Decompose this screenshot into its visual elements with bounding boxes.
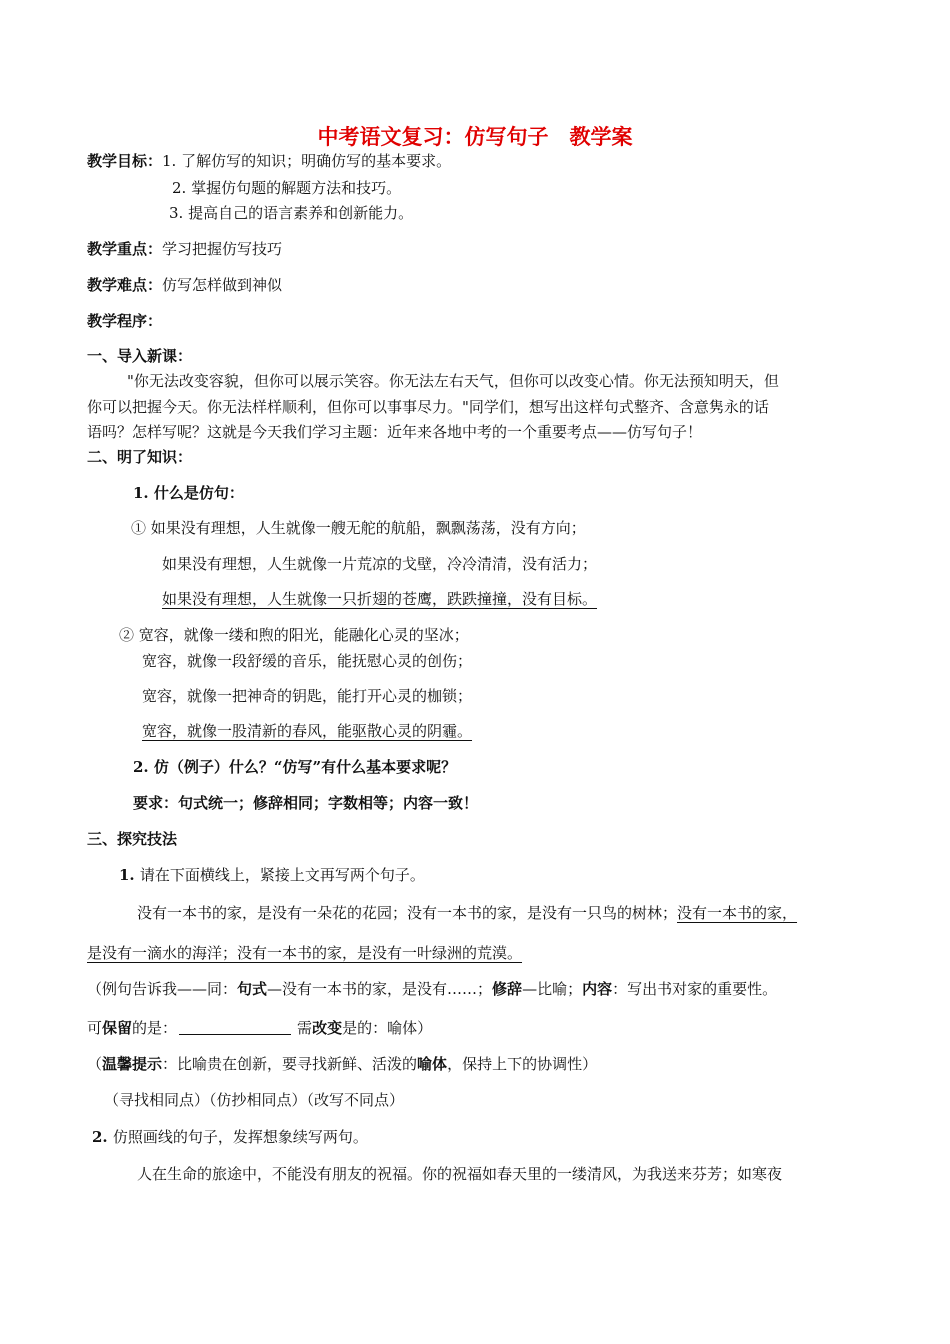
tip-part: （ xyxy=(87,1055,103,1073)
example-2-line-2: 宽容，就像一段舒缓的音乐，能抚慰心灵的创伤； xyxy=(142,652,473,670)
task-1-prompt xyxy=(119,864,425,886)
section-2-heading: 二、明了知识： xyxy=(87,448,193,466)
analysis-part: ：写出书对家的重要性。 xyxy=(612,980,778,998)
example-2-line-3: 宽容，就像一把神奇的钥匙，能打开心灵的枷锁； xyxy=(142,687,473,705)
sub-heading-2: 2. 仿（例子）什么？“仿写”有什么基本要求呢？ xyxy=(133,758,457,776)
tip-part: 温馨提示 xyxy=(102,1055,163,1073)
procedure-heading: 教学程序： xyxy=(87,312,163,330)
key-point-line xyxy=(87,238,282,260)
tip-part: 喻体 xyxy=(417,1055,448,1073)
task-1-analysis xyxy=(87,978,777,1000)
task-2-text: 仿照画线的句子，发挥想象续写两句。 xyxy=(112,1128,368,1146)
analysis-part: 内容 xyxy=(582,980,613,998)
keep-part: 需 xyxy=(297,1019,313,1037)
page-title: 中考语文复习：仿写句子 教学案 xyxy=(317,124,633,149)
keep-part: 保留 xyxy=(102,1019,133,1037)
intro-line-2: 你可以把握今天。你无法样样顺利，但你可以事事尽力。"同学们，想写出这样句式整齐、含意隽永的话 xyxy=(87,398,769,416)
analysis-part: —没有一本书的家，是没有……； xyxy=(267,980,493,998)
keep-part: 是的：喻体） xyxy=(342,1019,433,1037)
task-1-sentence-part-2: 没有一本书的家， xyxy=(677,904,798,922)
key-point-text: 学习把握仿写技巧 xyxy=(162,240,283,258)
intro-line-1: "你无法改变容貌，但你可以展示笑容。你无法左右天气，但你可以改变心情。你无法预知明天，但 xyxy=(127,372,779,390)
task-2-number: 2. xyxy=(92,1128,113,1146)
objectives-label: 教学目标： xyxy=(87,152,163,170)
objective-1: 1. 了解仿写的知识；明确仿写的基本要求。 xyxy=(162,152,452,170)
example-1-line-1: ① 如果没有理想，人生就像一艘无舵的航船，飘飘荡荡，没有方向； xyxy=(131,519,586,537)
intro-line-3: 语吗？怎样写呢？这就是今天我们学习主题：近年来各地中考的一个重要考点——仿写句子！ xyxy=(87,423,703,441)
example-1-line-3: 如果没有理想，人生就像一只折翅的苍鹰，跌跌撞撞，没有目标。 xyxy=(162,590,598,608)
tip-part: ：比喻贵在创新，要寻找新鲜、活泼的 xyxy=(162,1055,418,1073)
task-1-number: 1. xyxy=(119,866,140,884)
objective-2: 2. 掌握仿句题的解题方法和技巧。 xyxy=(172,179,402,197)
section-1-heading: 一、导入新课： xyxy=(87,347,193,365)
task-2-prompt xyxy=(92,1126,368,1148)
keep-change-line xyxy=(87,1017,432,1039)
section-3-heading: 三、探究技法 xyxy=(87,830,178,848)
difficulty-label: 教学难点： xyxy=(87,276,163,294)
key-point-label: 教学重点： xyxy=(87,240,163,258)
task-1-text: 请在下面横线上，紧接上文再写两个句子。 xyxy=(139,866,425,884)
keep-part: 的是： xyxy=(132,1019,178,1037)
task-1-sentence-part-1: 没有一本书的家，是没有一朵花的花园；没有一本书的家，是没有一只鸟的树林； xyxy=(137,904,678,922)
sub-heading-1: 1. 什么是仿句： xyxy=(133,484,244,502)
task-2-passage: 人在生命的旅途中，不能没有朋友的祝福。你的祝福如春天里的一缕清风，为我送来芬芳；如寒夜 xyxy=(137,1165,783,1183)
answer-blank[interactable] xyxy=(179,1020,291,1035)
difficulty-line xyxy=(87,274,282,296)
objective-3: 3. 提高自己的语言素养和创新能力。 xyxy=(169,204,414,222)
analysis-part: 修辞 xyxy=(492,980,523,998)
tip-part: ，保持上下的协调性） xyxy=(447,1055,598,1073)
objectives-line-1 xyxy=(87,150,451,172)
example-2-line-4: 宽容，就像一股清新的春风，能驱散心灵的阴霾。 xyxy=(142,722,473,740)
difficulty-text: 仿写怎样做到神似 xyxy=(162,276,283,294)
analysis-part: （例句告诉我——同： xyxy=(87,980,238,998)
analysis-part: 句式 xyxy=(237,980,268,998)
task-1-sentence-line-2: 是没有一滴水的海洋；没有一本书的家，是没有一叶绿洲的荒漠。 xyxy=(87,944,523,962)
tip-line xyxy=(87,1053,597,1075)
keep-part: 可 xyxy=(87,1019,103,1037)
task-1-sentence-line-1 xyxy=(137,902,797,924)
analysis-part: —比喻； xyxy=(522,980,583,998)
requirements-line: 要求：句式统一；修辞相同；字数相等；内容一致！ xyxy=(133,794,479,812)
method-steps: （寻找相同点）（仿抄相同点）（改写不同点） xyxy=(104,1091,405,1109)
example-2-line-1: ② 宽容，就像一缕和煦的阳光，能融化心灵的坚冰； xyxy=(119,626,469,644)
example-1-line-2: 如果没有理想，人生就像一片荒凉的戈壁，冷冷清清，没有活力； xyxy=(162,555,598,573)
keep-part: 改变 xyxy=(312,1019,343,1037)
